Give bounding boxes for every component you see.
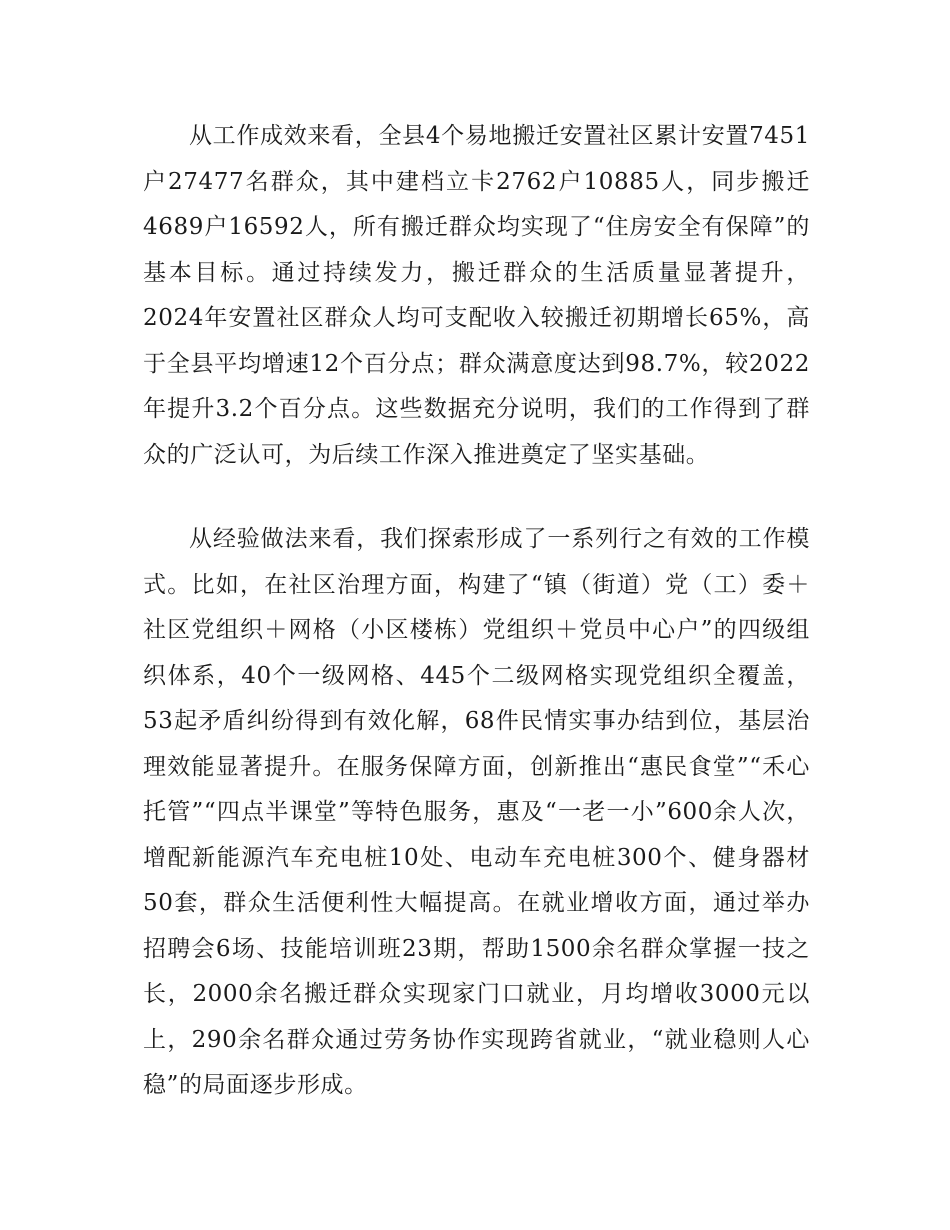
paragraph-text: 从工作成效来看，全县4个易地搬迁安置社区累计安置7451户27477名群众，其中建档立卡2762户10885人，同步搬迁4689户16592人，所有搬迁群众均实现了“住房安全有保障”的基本目标。通过持续发力，搬迁群众的生活质量显著提升，2024年安置社区群众人均可支配收入较搬迁初期增长65%，高于全县平均增速12个百分点；群众满意度达到98.7%，较2022年提升3.2个百分点。这些数据充分说明，我们的工作得到了群众的广泛认可，为后续工作深入推进奠定了坚实基础。 bbox=[143, 123, 810, 468]
paragraph-work-results bbox=[143, 114, 810, 478]
paragraph-experience-practices bbox=[143, 517, 810, 1109]
paragraph-text: 从经验做法来看，我们探索形成了一系列行之有效的工作模式。比如，在社区治理方面，构建了“镇（街道）党（工）委＋社区党组织＋网格（小区楼栋）党组织＋党员中心户”的四级组织体系，40个一级网格、445个二级网格实现党组织全覆盖，53起矛盾纠纷得到有效化解，68件民情实事办结到位，基层治理效能显著提升。在服务保障方面，创新推出“惠民食堂”“禾心托管”“四点半课堂”等特色服务，惠及“一老一小”600余人次，增配新能源汽车充电桩10处、电动车充电桩300个、健身器材50套，群众生活便利性大幅提高。在就业增收方面，通过举办招聘会6场、技能培训班23期，帮助1500余名群众掌握一技之长，2000余名搬迁群众实现家门口就业，月均增收3000元以上，290余名群众通过劳务协作实现跨省就业，“就业稳则人心稳”的局面逐步形成。 bbox=[143, 526, 810, 1098]
